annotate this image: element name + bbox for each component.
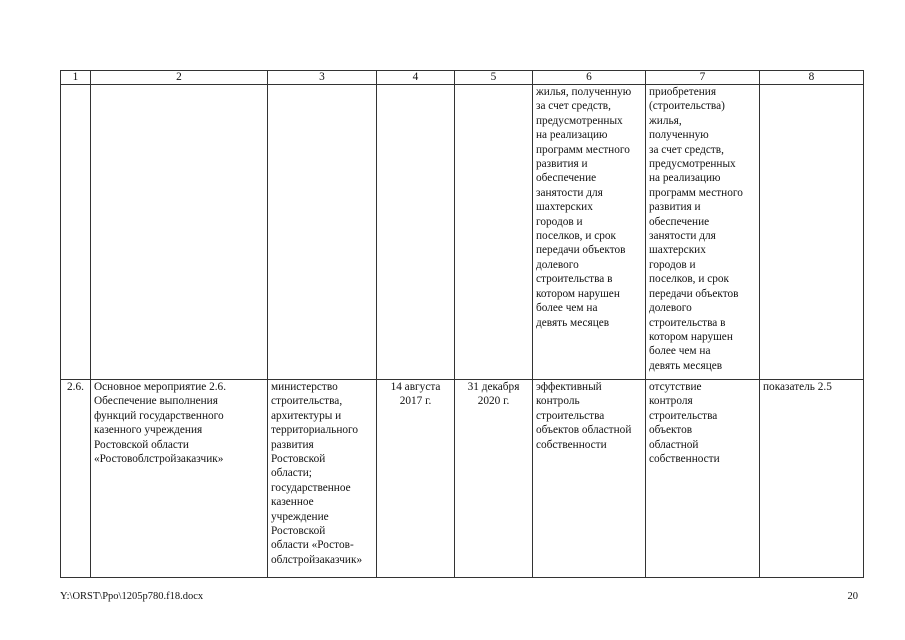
cell-end — [455, 85, 533, 380]
cell-line: 2017 г. — [399, 395, 432, 408]
cell-expected-result — [533, 85, 646, 380]
cell-line: обеспечение — [536, 172, 597, 185]
cell-line: территориального — [271, 424, 359, 437]
cell-line: жилья, полученную — [536, 86, 632, 98]
cell-line: строительства, — [271, 395, 343, 408]
cell-executor — [268, 85, 377, 380]
cell-line: передачи объектов — [649, 287, 739, 300]
cell-line: развития и — [536, 158, 588, 171]
cell-number: 2.6. — [61, 380, 91, 578]
cell-line: 31 декабря — [467, 381, 520, 393]
cell-line: казенного учреждения — [94, 424, 203, 437]
cell-line: контроль — [536, 395, 580, 408]
cell-line: приобретения — [649, 86, 717, 98]
cell-line: области; — [271, 467, 312, 480]
cell-number — [61, 85, 91, 380]
cell-line: обеспечение — [649, 215, 710, 228]
col-header: 8 — [760, 71, 864, 85]
cell-line: (строительства) — [649, 100, 725, 113]
cell-line: поселков, и срок — [649, 273, 729, 286]
cell-line: архитектуры и — [271, 409, 342, 422]
cell-line: контроля — [649, 395, 693, 408]
col-header: 6 — [533, 71, 646, 85]
document-table — [60, 70, 864, 578]
cell-line: программ местного — [536, 143, 630, 156]
cell-line: областной — [649, 438, 699, 451]
cell-line: поселков, и срок — [536, 230, 616, 243]
cell-line: девять месяцев — [649, 359, 723, 372]
cell-executor — [268, 380, 377, 578]
cell-line: котором нарушен — [649, 330, 733, 343]
cell-line: передачи объектов — [536, 244, 626, 257]
cell-line: 14 августа — [390, 381, 441, 393]
cell-expected-result — [533, 380, 646, 578]
cell-start — [377, 85, 455, 380]
cell-activity — [91, 85, 268, 380]
cell-line: программ местного — [649, 186, 743, 199]
cell-line: шахтерских — [536, 201, 593, 214]
cell-line: объектов областной — [536, 424, 632, 437]
table-row — [61, 380, 864, 578]
col-header: 2 — [91, 71, 268, 85]
cell-line: более чем на — [536, 302, 598, 315]
cell-line: более чем на — [649, 345, 711, 358]
cell-line: отсутствие — [649, 381, 702, 393]
cell-line: на реализацию — [536, 129, 608, 142]
cell-line: казенное — [271, 496, 314, 509]
cell-line: объектов — [649, 424, 693, 437]
cell-line: строительства в — [536, 273, 613, 286]
cell-line: облстройзаказчик» — [271, 553, 363, 566]
cell-indicator: показатель 2.5 — [760, 380, 864, 578]
cell-line: девять месяцев — [536, 316, 610, 329]
table-row — [61, 85, 864, 380]
cell-line: министерство — [271, 381, 338, 393]
cell-line: развития — [271, 438, 314, 451]
cell-line: долевого — [536, 258, 579, 271]
cell-line: «Ростовоблстройзаказчик» — [94, 453, 224, 466]
cell-line: за счет средств, — [536, 100, 611, 113]
cell-line: Обеспечение выполнения — [94, 395, 218, 408]
cell-activity — [91, 380, 268, 578]
cell-consequences — [646, 85, 760, 380]
cell-line: городов и — [536, 215, 583, 228]
cell-line: занятости для — [536, 186, 603, 199]
cell-line: за счет средств, — [649, 143, 724, 156]
cell-line: строительства — [649, 409, 718, 422]
col-header: 7 — [646, 71, 760, 85]
cell-line: занятости для — [649, 230, 716, 243]
cell-line: на реализацию — [649, 172, 721, 185]
cell-line: предусмотренных — [649, 158, 736, 171]
cell-line: собственности — [649, 453, 720, 466]
cell-line: жилья, — [649, 114, 682, 127]
cell-end — [455, 380, 533, 578]
cell-line: городов и — [649, 258, 696, 271]
cell-line: строительства в — [649, 316, 726, 329]
cell-line: Основное мероприятие 2.6. — [94, 381, 227, 393]
page-number: 20 — [847, 591, 858, 602]
cell-line: котором нарушен — [536, 287, 620, 300]
cell-line: Ростовской области — [94, 438, 189, 451]
cell-line: учреждение — [271, 510, 329, 523]
cell-line: долевого — [649, 302, 692, 315]
cell-line: области «Ростов- — [271, 539, 354, 552]
cell-start — [377, 380, 455, 578]
cell-indicator — [760, 85, 864, 380]
cell-line: развития и — [649, 201, 701, 214]
cell-line: строительства — [536, 409, 605, 422]
cell-consequences — [646, 380, 760, 578]
cell-line: предусмотренных — [536, 114, 623, 127]
cell-line: государственное — [271, 481, 351, 494]
cell-line: шахтерских — [649, 244, 706, 257]
col-header: 4 — [377, 71, 455, 85]
cell-line: 2020 г. — [477, 395, 510, 408]
cell-line: эффективный — [536, 381, 602, 393]
file-path: Y:\ORST\Ppo\1205p780.f18.docx — [60, 591, 204, 602]
cell-line: Ростовской — [271, 453, 326, 466]
cell-line: Ростовской — [271, 525, 326, 538]
cell-line: функций государственного — [94, 409, 224, 422]
cell-line: собственности — [536, 438, 607, 451]
col-header: 3 — [268, 71, 377, 85]
cell-line: полученную — [649, 129, 709, 142]
col-header: 5 — [455, 71, 533, 85]
header-row — [61, 71, 864, 85]
col-header: 1 — [61, 71, 91, 85]
